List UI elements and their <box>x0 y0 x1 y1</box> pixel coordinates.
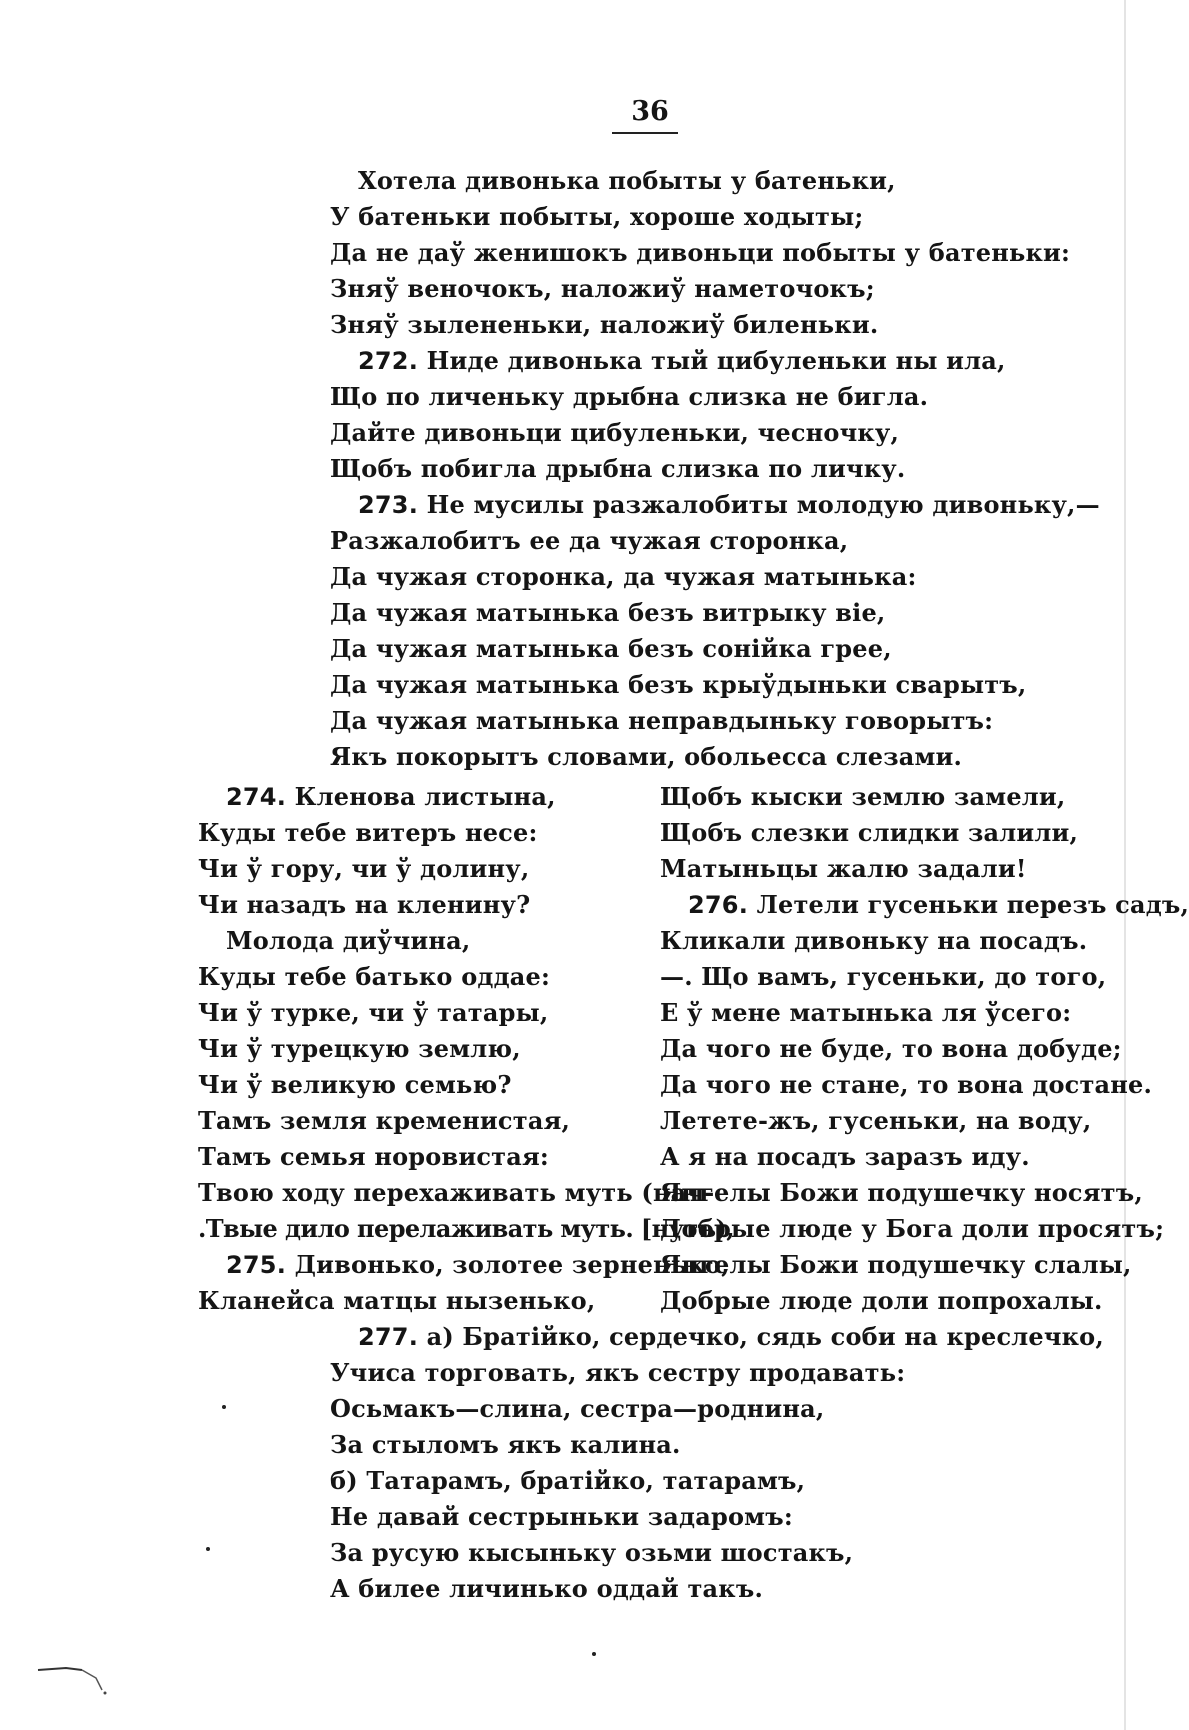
verse-line <box>198 1139 638 1175</box>
verse-text: Да чого не буде, то вона добуде; <box>660 1034 1122 1063</box>
verse-text: Чи ў гору, чи ў долину, <box>198 854 530 883</box>
verse-line <box>660 1211 1165 1247</box>
verse-text: У батеньки побыты, хороше ходыты; <box>330 202 864 231</box>
verse-text: Янгелы Божи подушечку носятъ, <box>660 1178 1143 1207</box>
verse-line <box>198 1283 638 1319</box>
verse-line <box>330 667 1110 703</box>
verse-text: Зняў зылененьки, наложиў биленьки. <box>330 310 879 339</box>
verse-text: Чи назадъ на кленину? <box>198 890 531 919</box>
verse-line <box>660 1139 1120 1175</box>
verse-line <box>660 779 1120 815</box>
verse-text: Не давай сестрыньки задаромъ: <box>330 1502 793 1531</box>
verse-line <box>660 1103 1120 1139</box>
verse-line <box>660 995 1120 1031</box>
verse-line <box>330 1427 1110 1463</box>
speck-mark <box>592 1652 596 1656</box>
verse-text: .Твые дило перелаживать муть. [нутъ), <box>198 1214 734 1243</box>
verse-text: Чи ў турке, чи ў татары, <box>198 998 549 1027</box>
verse-line <box>660 1175 1143 1211</box>
verse-text: А я на посадъ заразъ иду. <box>660 1142 1030 1171</box>
ink-smudge <box>36 1658 116 1698</box>
verse-line <box>330 271 1110 307</box>
verse-text: Не мусилы разжалобиты молодую дивоньку,— <box>418 490 1100 519</box>
verse-text: Дайте дивоньци цибуленьки, чесночку, <box>330 418 900 447</box>
verse-text: Куды тебе витеръ несе: <box>198 818 538 847</box>
verse-text: Да чужая сторонка, да чужая матынька: <box>330 562 917 591</box>
verse-text: Да чужая матынька безъ сонійка грее, <box>330 634 892 663</box>
verse-line <box>660 959 1120 995</box>
verse-text: Летели гусеньки перезъ садъ, <box>748 890 1189 919</box>
verse-text: Що по личеньку дрыбна слизка не бигла. <box>330 382 929 411</box>
verse-line <box>198 1175 715 1211</box>
verse-text: Добрые люде доли попрохалы. <box>660 1286 1103 1315</box>
verse-text: Да чужая матынька неправдыньку говорытъ: <box>330 706 994 735</box>
verse-line <box>198 887 638 923</box>
verse-text: Ниде дивонька тый цибуленьки ны ила, <box>418 346 1006 375</box>
verse-block-top <box>330 163 1110 775</box>
verse-text: Дивонько, золотее зерненько, <box>286 1250 730 1279</box>
verse-line <box>660 851 1120 887</box>
verse-line <box>198 923 638 959</box>
verse-line <box>330 631 1110 667</box>
verse-text: б) Татарамъ, братійко, татарамъ, <box>330 1466 806 1495</box>
verse-line <box>198 1103 638 1139</box>
verse-text: За стыломъ якъ калина. <box>330 1430 681 1459</box>
verse-text: а) Братійко, сердечко, сядь соби на креслечко, <box>418 1322 1104 1351</box>
verse-text: Летете-жъ, гусеньки, на воду, <box>660 1106 1092 1135</box>
verse-text: Тамъ семья норовистая: <box>198 1142 549 1171</box>
page-edge <box>1124 0 1126 1730</box>
song-number: 277. <box>358 1323 419 1351</box>
verse-line <box>330 487 1110 523</box>
verse-text: Добрые люде у Бога доли просятъ; <box>660 1214 1165 1243</box>
verse-text: Янгелы Божи подушечку слалы, <box>660 1250 1132 1279</box>
verse-text: Разжалобитъ ее да чужая сторонка, <box>330 526 849 555</box>
verse-line <box>198 1067 638 1103</box>
verse-text: Твою ходу перехаживать муть (нач- <box>198 1178 715 1207</box>
verse-line <box>660 1247 1132 1283</box>
page-number-rule <box>612 132 678 134</box>
verse-line <box>198 851 638 887</box>
verse-line <box>198 1247 730 1283</box>
verse-text: Чи ў великую семью? <box>198 1070 512 1099</box>
verse-line <box>660 815 1120 851</box>
verse-line <box>330 559 1110 595</box>
verse-line <box>330 199 1110 235</box>
verse-line <box>330 1391 1110 1427</box>
verse-line <box>330 1319 1110 1355</box>
verse-line <box>198 1211 734 1247</box>
verse-text: Кликали дивоньку на посадъ. <box>660 926 1088 955</box>
verse-text: Матыньцы жалю задали! <box>660 854 1027 883</box>
verse-text: Да чужая матынька безъ витрыку віе, <box>330 598 886 627</box>
verse-text: Чи ў турецкую землю, <box>198 1034 521 1063</box>
verse-line <box>330 1355 1110 1391</box>
song-number: 275. <box>226 1251 287 1279</box>
verse-line <box>330 739 1110 775</box>
song-number: 272. <box>358 347 419 375</box>
verse-line <box>330 595 1110 631</box>
verse-text: Кланейса матцы нызенько, <box>198 1286 596 1315</box>
verse-line <box>330 163 1110 199</box>
verse-text: Осьмакъ—слина, сестра—роднина, <box>330 1394 825 1423</box>
verse-column-right <box>660 779 1189 1319</box>
verse-line <box>330 343 1110 379</box>
verse-line <box>330 415 1110 451</box>
verse-line <box>198 959 638 995</box>
verse-text: Е ў мене матынька ля ўсего: <box>660 998 1072 1027</box>
verse-line <box>330 235 1110 271</box>
song-number: 273. <box>358 491 419 519</box>
verse-line <box>330 703 1110 739</box>
verse-text: Щобъ побигла дрыбна слизка по личку. <box>330 454 906 483</box>
verse-text: Да чого не стане, то вона достане. <box>660 1070 1153 1099</box>
speck-mark <box>222 1405 226 1409</box>
verse-line <box>330 451 1110 487</box>
verse-line <box>198 779 638 815</box>
verse-line <box>330 1535 1110 1571</box>
song-number: 276. <box>688 891 749 919</box>
verse-line <box>330 523 1110 559</box>
song-number: 274. <box>226 783 287 811</box>
speck-mark <box>206 1547 210 1551</box>
verse-line <box>660 923 1120 959</box>
verse-line <box>198 815 638 851</box>
verse-line <box>198 1031 638 1067</box>
verse-line <box>660 1031 1120 1067</box>
verse-text: Якъ покорытъ словами, обольесса слезами. <box>330 742 963 771</box>
verse-text: Тамъ земля кременистая, <box>198 1106 571 1135</box>
verse-line <box>330 1463 1110 1499</box>
verse-line <box>660 1283 1120 1319</box>
verse-text: Да не даў женишокъ дивоньци побыты у батеньки: <box>330 238 1071 267</box>
page-number: 36 <box>631 96 669 127</box>
verse-line <box>330 1499 1110 1535</box>
verse-text: Да чужая матынька безъ крыўдыньки сварытъ, <box>330 670 1027 699</box>
verse-text: Зняў веночокъ, наложиў наметочокъ; <box>330 274 875 303</box>
verse-text: За русую кысыньку озьми шостакъ, <box>330 1538 854 1567</box>
verse-text: Щобъ слезки слидки залили, <box>660 818 1079 847</box>
verse-text: А билее личинько оддай такъ. <box>330 1574 763 1603</box>
verse-text: Щобъ кыски землю замели, <box>660 782 1066 811</box>
verse-block-bottom <box>330 1319 1110 1607</box>
verse-text: —. Що вамъ, гусеньки, до того, <box>660 962 1107 991</box>
verse-text: Хотела дивонька побыты у батеньки, <box>358 166 896 195</box>
verse-line <box>330 1571 1110 1607</box>
verse-text: Кленова листына, <box>286 782 556 811</box>
verse-line <box>330 307 1110 343</box>
verse-line <box>198 995 638 1031</box>
verse-text: Учиса торговать, якъ сестру продавать: <box>330 1358 906 1387</box>
verse-text: Молода диўчина, <box>226 926 471 955</box>
verse-text: Куды тебе батько оддае: <box>198 962 551 991</box>
verse-line <box>330 379 1110 415</box>
verse-line <box>660 887 1189 923</box>
verse-line <box>660 1067 1153 1103</box>
